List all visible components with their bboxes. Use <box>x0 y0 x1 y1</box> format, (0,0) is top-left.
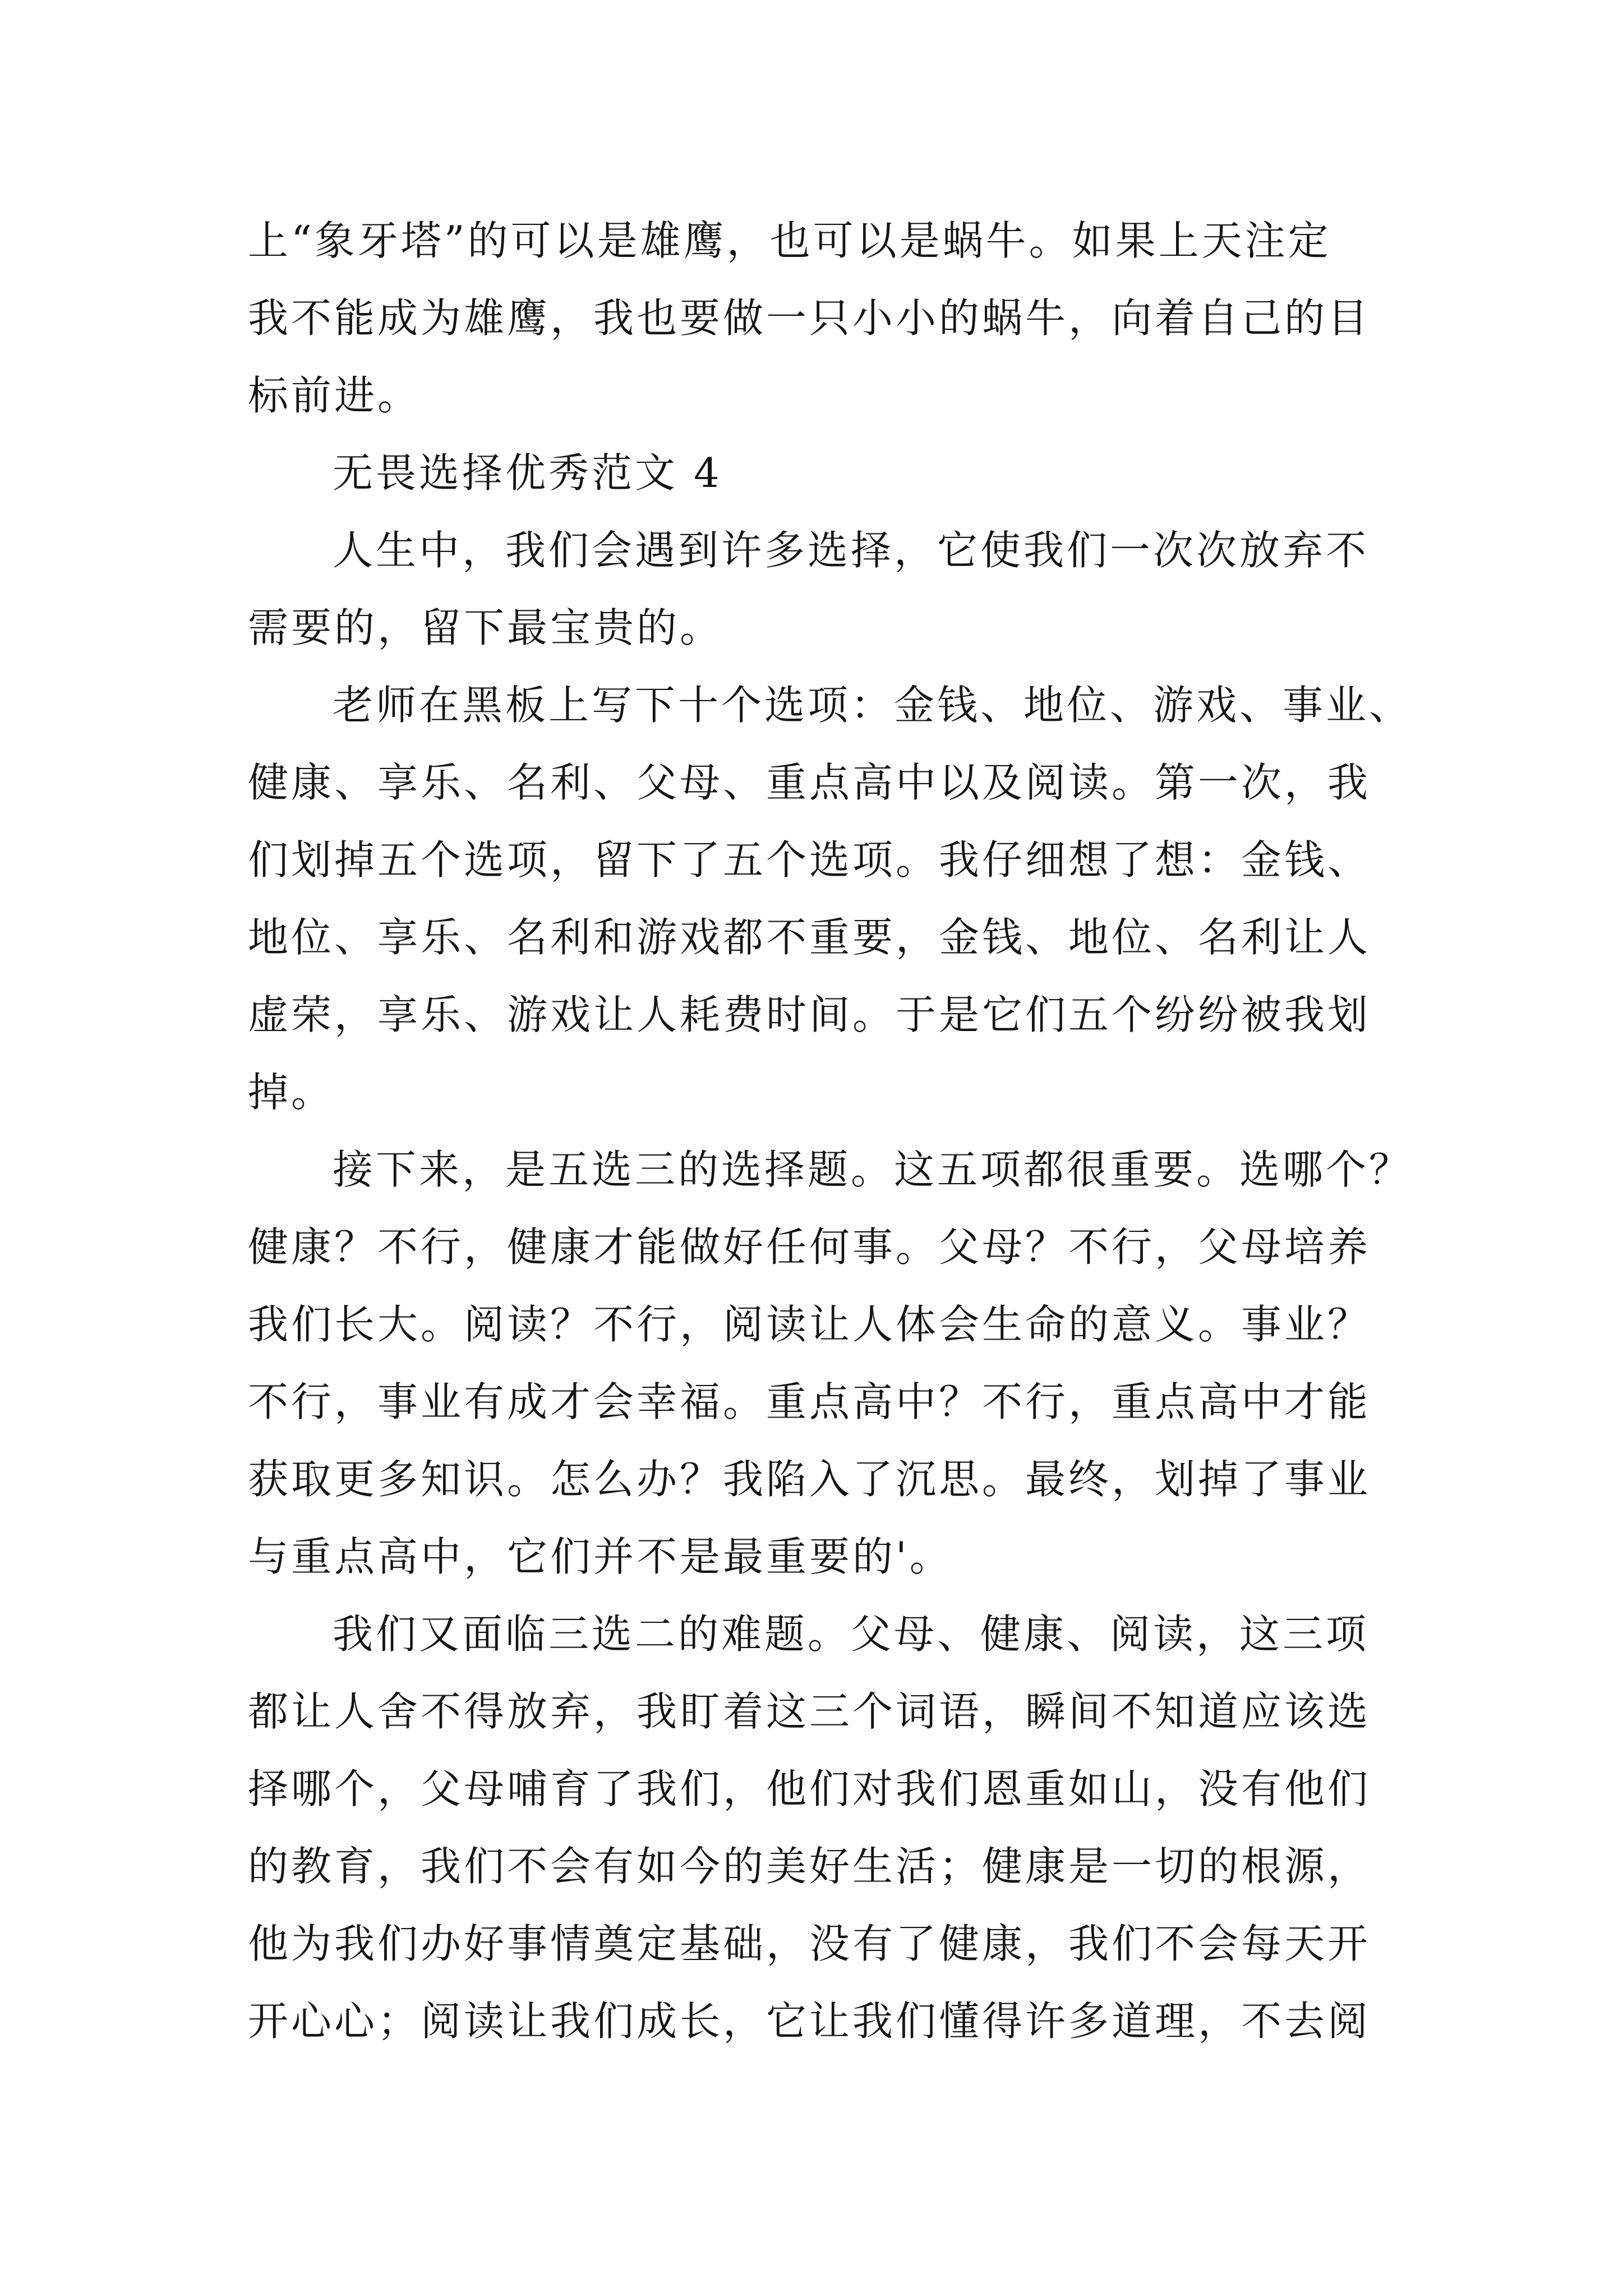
paragraph <box>248 666 1413 1131</box>
text-line: 健康？不行，健康才能做好任何事。父母？不行，父母培养 <box>248 1223 1371 1271</box>
text-line: 我不能成为雄鹰，我也要做一只小小的蜗牛，向着自己的目 <box>248 295 1371 342</box>
paragraph <box>248 1131 1413 1595</box>
text-line: 他为我们办好事情奠定基础，没有了健康，我们不会每天开 <box>248 1920 1371 1967</box>
text-line: 开心心；阅读让我们成长，它让我们懂得许多道理，不去阅 <box>248 1998 1371 2045</box>
text-line: 虚荣，享乐、游戏让人耗费时间。于是它们五个纷纷被我划 <box>248 991 1371 1038</box>
text-line: 的教育，我们不会有如今的美好生活；健康是一切的根源， <box>248 1843 1371 1890</box>
text-line: 们划掉五个选项，留下了五个选项。我仔细想了想：金钱、 <box>248 836 1371 884</box>
paragraph-continuation <box>248 202 1403 434</box>
text-line: 人生中，我们会遇到许多选择，它使我们一次次放弃不 <box>333 527 1370 574</box>
heading-text: 无畏选择优秀范文 4 <box>333 449 722 496</box>
text-line: 择哪个，父母哺育了我们，他们对我们恩重如山，没有他们 <box>248 1765 1371 1812</box>
text-line: 需要的，留下最宝贵的。 <box>248 604 723 651</box>
document-body <box>248 202 1413 2060</box>
text-line: 地位、享乐、名利和游戏都不重要，金钱、地位、名利让人 <box>248 914 1371 961</box>
text-line: 接下来，是五选三的选择题。这五项都很重要。选哪个？ <box>333 1146 1413 1193</box>
text-line: 与重点高中，它们并不是最重要的'。 <box>248 1533 953 1580</box>
section-heading <box>248 434 1403 512</box>
text-line: 我们又面临三选二的难题。父母、健康、阅读，这三项 <box>333 1611 1370 1658</box>
paragraph <box>248 1595 1403 2060</box>
text-line: 老师在黑板上写下十个选项：金钱、地位、游戏、事业、 <box>333 682 1413 729</box>
text-line: 获取更多知识。怎么办？我陷入了沉思。最终，划掉了事业 <box>248 1456 1371 1503</box>
text-line: 掉。 <box>248 1069 335 1116</box>
text-line: 健康、享乐、名利、父母、重点高中以及阅读。第一次，我 <box>248 759 1371 806</box>
text-line: 上“象牙塔”的可以是雄鹰，也可以是蜗牛。如果上天注定 <box>248 217 1331 264</box>
text-line: 我们长大。阅读？不行，阅读让人体会生命的意义。事业？ <box>248 1301 1371 1348</box>
text-line: 都让人舍不得放弃，我盯着这三个词语，瞬间不知道应该选 <box>248 1688 1371 1735</box>
paragraph <box>248 512 1403 666</box>
text-line: 不行，事业有成才会幸福。重点高中？不行，重点高中才能 <box>248 1378 1371 1425</box>
text-line: 标前进。 <box>248 372 421 419</box>
